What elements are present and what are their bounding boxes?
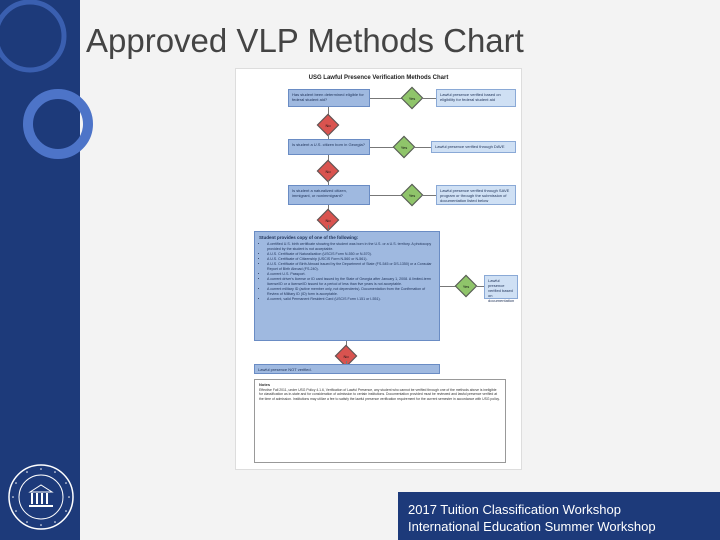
notes-text: Effective Fall 2011, under USG Policy 4.1.6, Verification of Lawful Presence, any student who cannot be verified through one of the methods above is ineligible for classification as in-state and for consideration of admission to certain institutions. Documentation provided must be reviewed and lawful presence verified at the time of admission. Institutions may utilize a fee to satisfy the lawful presence verification requirement for the current semester in accordance with USG policy. (259, 387, 500, 401)
documents-list (259, 242, 435, 302)
footer-line-1: 2017 Tuition Classification Workshop (408, 502, 621, 517)
no-label: No (325, 218, 331, 223)
documents-heading: Student provides copy of one of the following: (259, 235, 359, 240)
connector-line (475, 286, 484, 287)
methods-chart-document (235, 68, 522, 470)
question-financial-aid: Has student been determined eligible for federal student aid? (288, 89, 370, 107)
no-label: No (325, 169, 331, 174)
no-label: No (325, 123, 331, 128)
documents-box (254, 231, 440, 341)
footer-line-2: International Education Summer Workshop (408, 519, 656, 534)
result-documentation: Lawful presence verified based on documentation (484, 275, 518, 299)
yes-label: Yes (408, 96, 416, 101)
connector-line (421, 98, 437, 99)
result-not-verified: Lawful presence NOT verified. (254, 364, 440, 374)
footer-banner (398, 492, 720, 540)
notes-box (254, 379, 506, 463)
connector-line (413, 147, 431, 148)
result-save: Lawful presence verified through SAVE program or through the submission of documentation listed below (436, 185, 516, 205)
document-item: • A current driver's license or ID card issued by the State of Georgia after January 1, 2008. A limited-term license/ID or a license/ID issued for a period of less than five years is not acceptable. (267, 277, 435, 287)
slide-title: Approved VLP Methods Chart (86, 22, 524, 59)
document-item: • A certified U.S. birth certificate showing the student was born in the U.S. or a U.S. territory. A photocopy provided by the student is not acceptable. (267, 242, 435, 252)
yes-label: Yes (462, 284, 470, 289)
yes-label: Yes (408, 193, 416, 198)
document-item: • A current military ID (active member only, not dependents). Documentation from the Confirmation of Review of Military ID (ID) form is acceptable. (267, 287, 435, 297)
yes-label: Yes (400, 145, 408, 150)
sidebar-band (0, 0, 80, 540)
chart-title: USG Lawful Presence Verification Methods Chart (308, 75, 449, 81)
decorative-rings (0, 0, 80, 160)
document-item: • A current U.S. Passport. (267, 272, 435, 277)
notes-heading: Notes (259, 382, 271, 387)
result-financial-aid: Lawful presence verified based on eligibility for federal student aid (436, 89, 516, 107)
document-item: • A U.S. Certificate of Birth Abroad issued by the Department of State (FS-545 or DS-1350) or a Consular Report of Birth Abroad (FS-240). (267, 262, 435, 272)
document-item: • A U.S. Certificate of Naturalization (USCIS Form N-550 or N-570). (267, 252, 435, 257)
document-item: • A U.S. Certificate of Citizenship (USCIS Form N-560 or N-561). (267, 257, 435, 262)
no-label: No (343, 354, 349, 359)
question-georgia-born: Is student a U.S. citizen born in Georgia? (288, 139, 370, 155)
question-naturalized: Is student a naturalized citizen, immigrant, or nonimmigrant? (288, 185, 370, 205)
result-dave: Lawful presence verified through DAVE (431, 141, 516, 153)
university-seal-icon (6, 462, 76, 532)
document-item: • A current, valid Permanent Resident Card (USCIS Form I-151 or I-551). (267, 297, 435, 302)
connector-line (421, 195, 437, 196)
